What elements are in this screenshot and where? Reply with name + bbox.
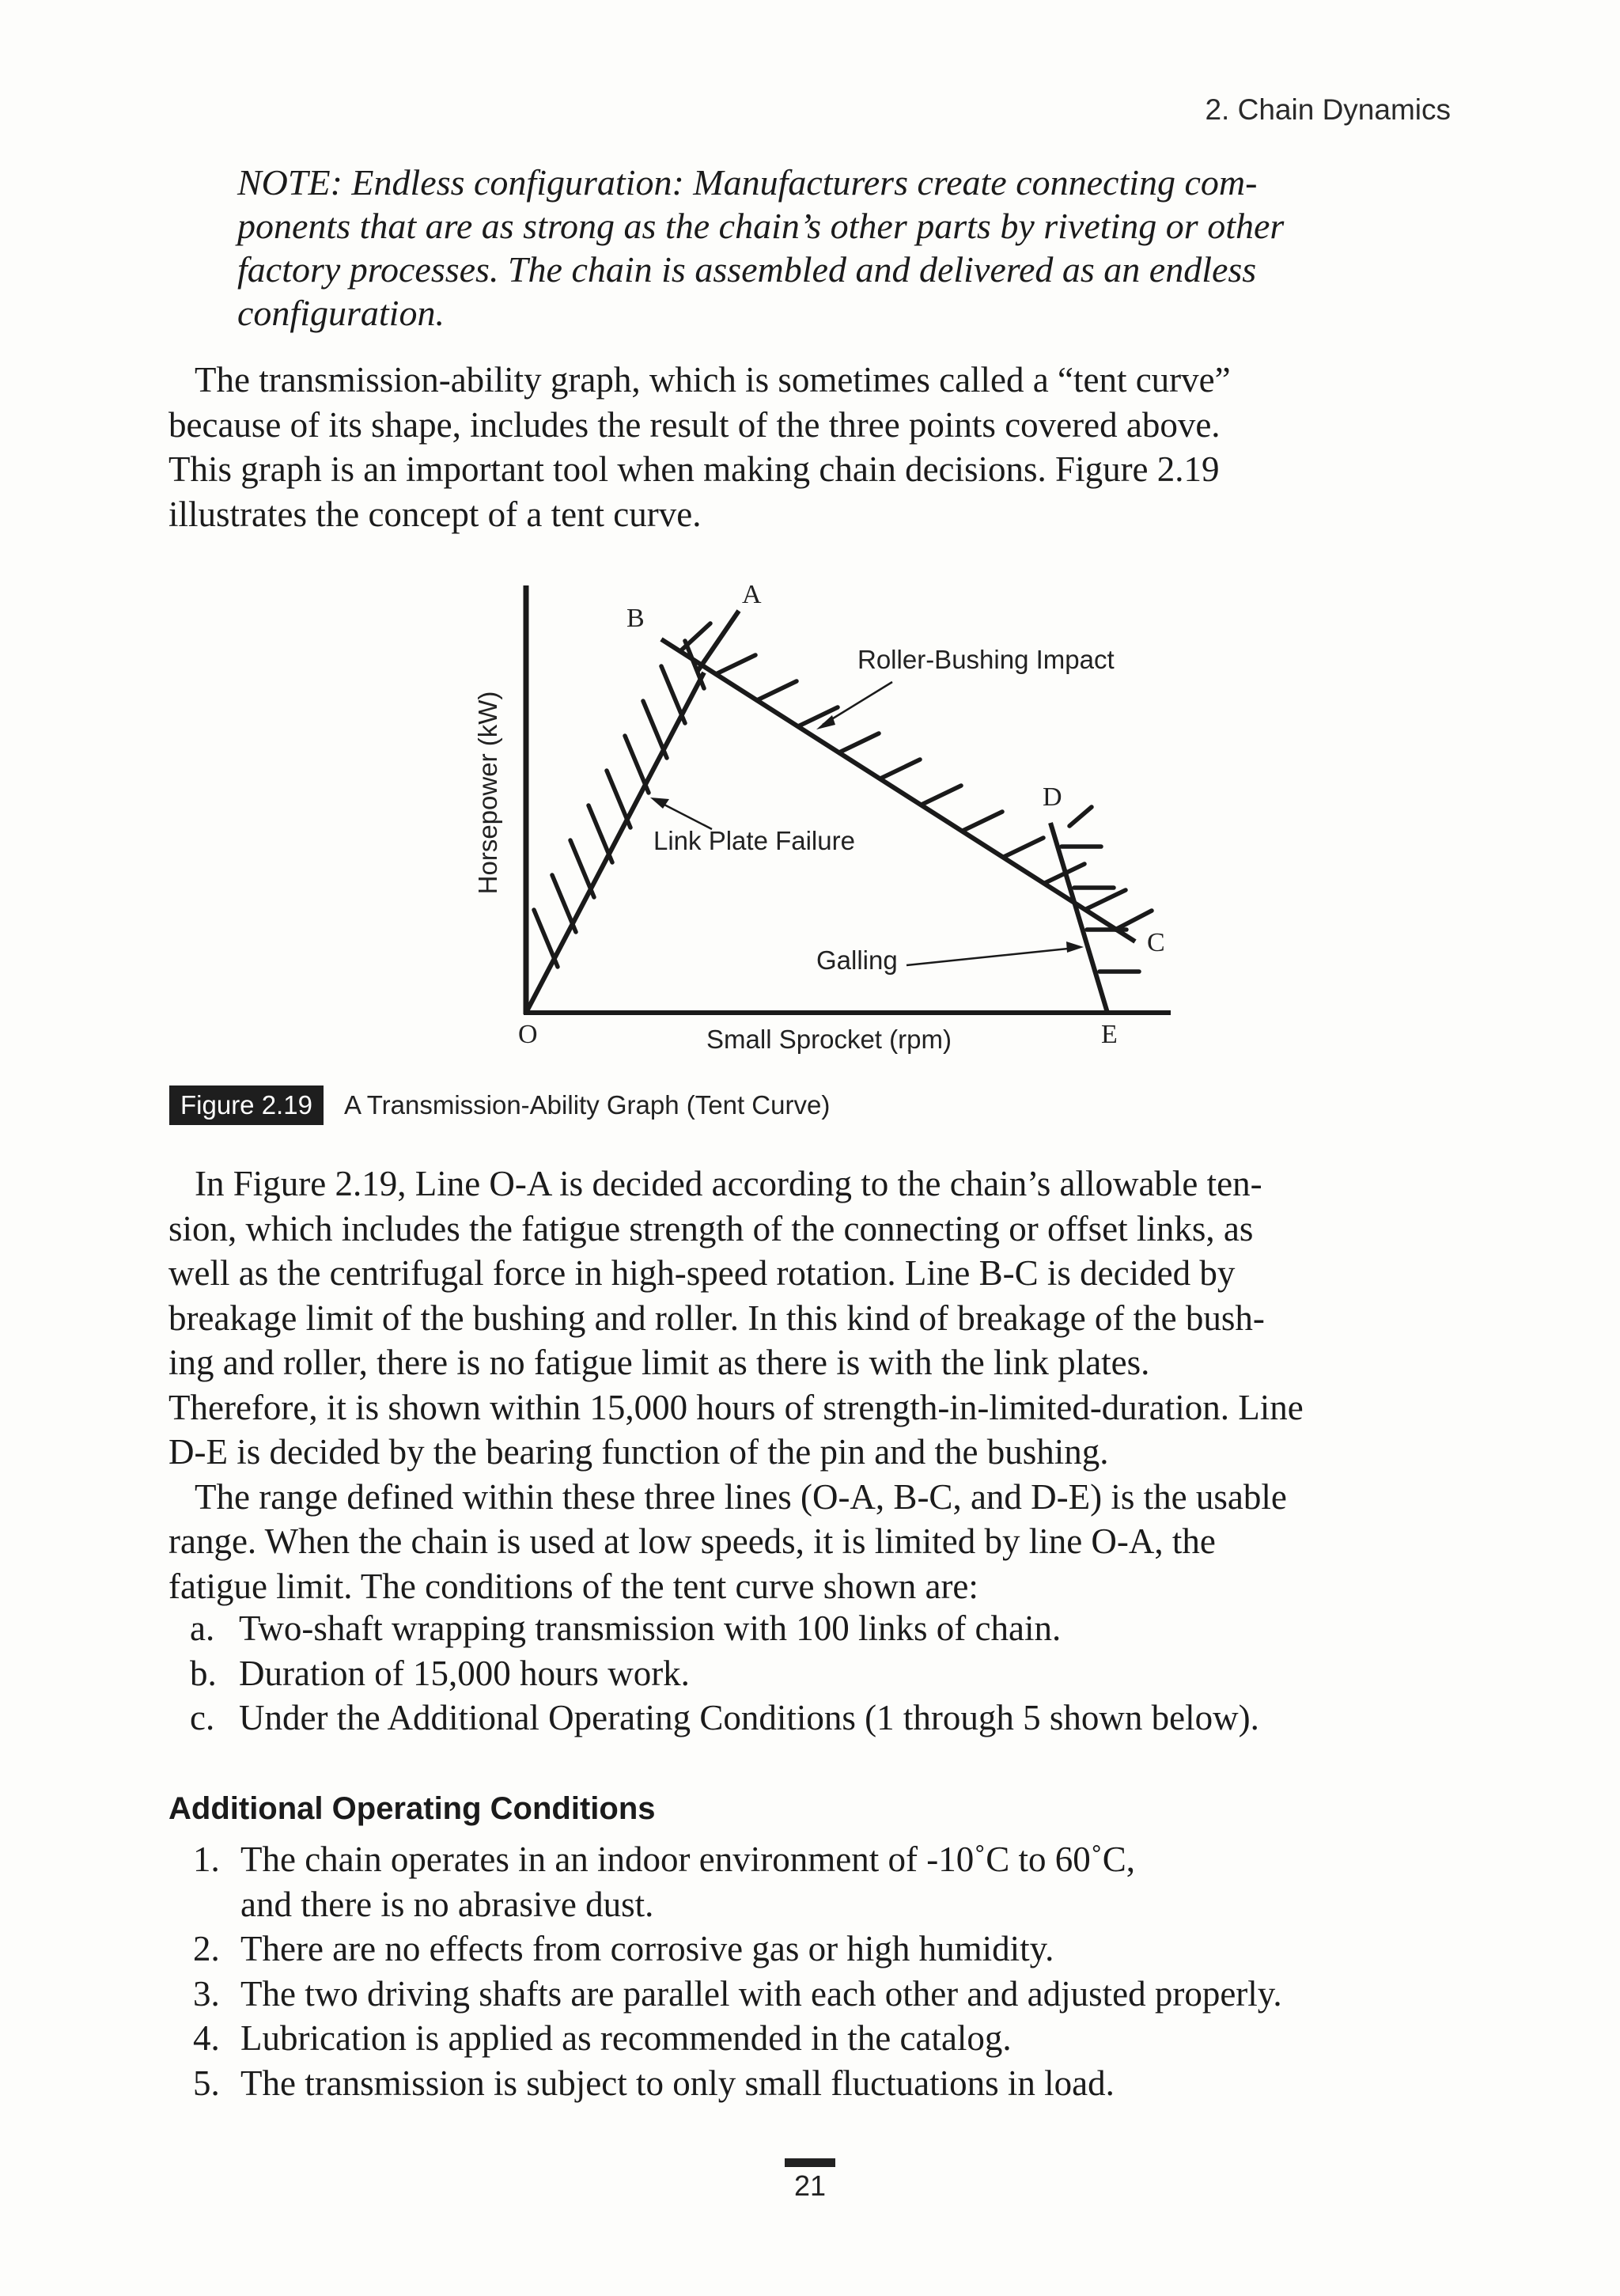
body-line: sion, which includes the fatigue strength of the connecting or offset links, as [168,1208,1254,1248]
list-item-text: Under the Additional Operating Conditions (1 through 5 shown below). [239,1698,1259,1737]
link-plate-label: Link Plate Failure [653,826,855,855]
body-line: The range defined within these three lines (O-A, B-C, and D-E) is the usable [195,1476,1287,1517]
list-item-text: Lubrication is applied as recommended in the catalog. [240,2018,1012,2058]
list-marker: 5. [193,2063,220,2103]
page-number: 21 [793,2169,827,2202]
list-item-continuation: and there is no abrasive dust. [240,1884,654,1924]
figure-caption [169,1085,830,1125]
list-item [193,1927,1282,1972]
point-label-o: O [518,1020,538,1049]
list-marker: 2. [193,1929,220,1968]
list-marker: a. [190,1608,215,1648]
intro-line: because of its shape, includes the result of the three points covered above. [168,404,1221,445]
body-line: ing and roller, there is no fatigue limit as there is with the link plates. [168,1343,1150,1382]
point-label-c: C [1147,928,1165,957]
list-item [190,1651,1259,1696]
intro-line: This graph is an important tool when making chain decisions. Figure 2.19 [168,449,1220,489]
list-marker: b. [190,1653,217,1693]
section-heading: Additional Operating Conditions [168,1791,656,1826]
list-item-text: Two-shaft wrapping transmission with 100 links of chain. [239,1608,1062,1648]
body-line: fatigue limit. The conditions of the tent curve shown are: [168,1566,978,1606]
galling-label: Galling [816,945,898,975]
note-line: ponents that are as strong as the chain’s other parts by riveting or other [237,206,1285,246]
roller-bushing-label: Roller-Bushing Impact [857,645,1115,674]
list-item-text: There are no effects from corrosive gas or high humidity. [240,1929,1054,1968]
body-line: well as the centrifugal force in high-speed rotation. Line B-C is decided by [168,1253,1236,1293]
list-item [193,1837,1282,1882]
intro-line: illustrates the concept of a tent curve. [168,494,702,534]
body-paragraph [168,1161,1466,1608]
tent-curve-figure [0,0,1620,1139]
list-item [190,1695,1259,1741]
line-b-c [661,639,1135,942]
list-marker: 3. [193,1973,220,2014]
note-line: factory processes. The chain is assembled and delivered as an endless [237,249,1257,290]
list-marker: c. [190,1698,215,1737]
list-item [193,2016,1282,2061]
list-item-text: The chain operates in an indoor environment of -10˚C to 60˚C, [240,1839,1135,1879]
conditions-list [190,1606,1259,1741]
point-label-a: A [742,580,762,609]
body-line: Therefore, it is shown within 15,000 hours of strength-in-limited-duration. Line [168,1387,1304,1427]
intro-line: The transmission-ability graph, which is sometimes called a “tent curve” [195,360,1231,400]
list-item-text: The transmission is subject to only small fluctuations in load. [240,2063,1115,2103]
list-item-text: The two driving shafts are parallel with each other and adjusted properly. [240,1973,1282,2014]
list-item [190,1606,1259,1651]
line-top-a [698,611,739,671]
list-item-text: Duration of 15,000 hours work. [239,1653,690,1693]
point-label-e: E [1101,1020,1118,1049]
note-line: configuration. [237,293,445,333]
body-line: In Figure 2.19, Line O-A is decided according to the chain’s allowable ten- [195,1164,1262,1203]
folio-bar [785,2158,835,2167]
body-line: D-E is decided by the bearing function of the pin and the bushing. [168,1432,1109,1472]
x-axis-label: Small Sprocket (rpm) [706,1025,952,1054]
y-axis-label: Horsepower (kW) [473,691,502,895]
additional-conditions-list [193,1837,1282,2105]
point-label-d: D [1043,782,1062,812]
link-plate-arrowhead [650,798,669,809]
galling-leader [907,948,1076,965]
list-item [193,1972,1282,2017]
list-item [193,2061,1282,2106]
running-head: 2. Chain Dynamics [1205,93,1451,126]
figure-number-badge: Figure 2.19 [169,1085,324,1125]
list-marker: 1. [193,1839,220,1879]
body-line: range. When the chain is used at low speeds, it is limited by line O-A, the [168,1521,1216,1561]
point-label-b: B [626,604,645,633]
body-line: breakage limit of the bushing and roller. In this kind of breakage of the bush- [168,1298,1265,1338]
note-line: NOTE: Endless configuration: Manufacturers create connecting com- [237,162,1258,203]
figure-caption-text: A Transmission-Ability Graph (Tent Curve) [343,1090,831,1120]
list-marker: 4. [193,2018,220,2058]
galling-arrowhead [1066,942,1084,953]
